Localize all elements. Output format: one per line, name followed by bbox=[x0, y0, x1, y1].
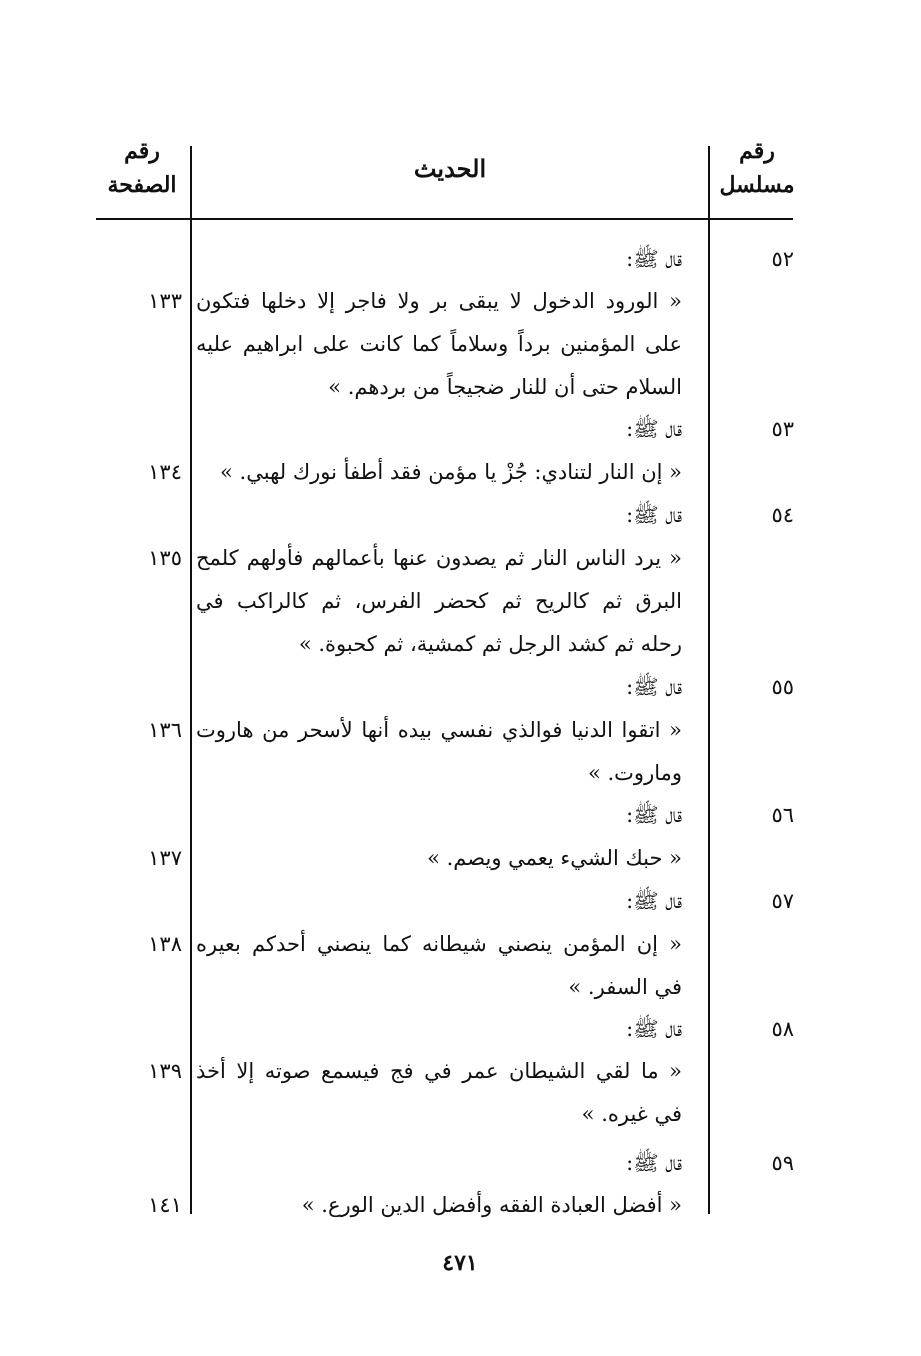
hadith-intro: قال ﷺ: bbox=[626, 417, 682, 441]
hadith-line: « أفضل العبادة الفقه وأفضل الدين الورع. » bbox=[301, 1193, 682, 1217]
hadith-intro: قال ﷺ: bbox=[626, 675, 682, 699]
hadith-line: « الورود الدخول لا يبقى بر ولا فاجر إلا دخلها فتكون bbox=[196, 289, 682, 313]
hadith-intro: قال ﷺ: bbox=[626, 1151, 682, 1175]
hadith-line: « ما لقي الشيطان عمر في فج فيسمع صوته إلا أخذ bbox=[196, 1059, 682, 1083]
column-divider-left bbox=[190, 146, 192, 1214]
hadith-line: في السفر. » bbox=[568, 975, 682, 999]
serial-number: ٥٧ bbox=[771, 889, 794, 913]
serial-number: ٥٨ bbox=[771, 1017, 794, 1041]
hadith-line: وماروت. » bbox=[587, 761, 682, 785]
serial-number: ٥٩ bbox=[771, 1151, 794, 1175]
page-reference: ١٣٨ bbox=[148, 932, 182, 956]
page-reference: ١٣٧ bbox=[148, 846, 182, 870]
column-divider-right bbox=[708, 146, 710, 1214]
page-reference: ١٤١ bbox=[148, 1193, 182, 1217]
hadith-line: « إن المؤمن ينصني شيطانه كما ينصني أحدكم بعيره bbox=[196, 932, 682, 956]
hadith-intro: قال ﷺ: bbox=[626, 803, 682, 827]
page-number: ٤٧١ bbox=[442, 1250, 478, 1276]
serial-number: ٥٦ bbox=[771, 803, 794, 827]
serial-number: ٥٥ bbox=[771, 675, 794, 699]
serial-number: ٥٢ bbox=[771, 247, 794, 271]
hadith-line: رحله ثم كشد الرجل ثم كمشية، ثم كحبوة. » bbox=[298, 632, 682, 656]
page-reference: ١٣٣ bbox=[148, 289, 182, 313]
hadith-line: « إن النار لتنادي: جُزْ يا مؤمن فقد أطفأ نورك لهبي. » bbox=[220, 460, 682, 484]
hadith-line: على المؤمنين برداً وسلاماً كما كانت على ابراهيم عليه bbox=[196, 332, 682, 356]
hadith-line: « يرد الناس النار ثم يصدون عنها بأعمالهم فأولهم كلمح bbox=[196, 546, 682, 570]
header-serial-label: رقم مسلسل bbox=[719, 138, 795, 198]
hadith-line: السلام حتى أن للنار ضجيجاً من بردهم. » bbox=[328, 375, 682, 399]
hadith-intro: قال ﷺ: bbox=[626, 247, 682, 271]
serial-number: ٥٣ bbox=[771, 417, 794, 441]
header-hadith-label: الحديث bbox=[413, 154, 487, 183]
hadith-line: « حبك الشيء يعمي ويصم. » bbox=[427, 846, 682, 870]
hadith-line: في غيره. » bbox=[581, 1102, 682, 1126]
page-reference: ١٣٤ bbox=[148, 460, 182, 484]
hadith-intro: قال ﷺ: bbox=[626, 889, 682, 913]
page-reference: ١٣٦ bbox=[148, 718, 182, 742]
hadith-intro: قال ﷺ: bbox=[626, 503, 682, 527]
page-reference: ١٣٩ bbox=[148, 1059, 182, 1083]
serial-number: ٥٤ bbox=[771, 503, 794, 527]
header-divider bbox=[96, 218, 793, 220]
hadith-line: البرق ثم كالريح ثم كحضر الفرس، ثم كالراكب في bbox=[196, 589, 682, 613]
page-reference: ١٣٥ bbox=[148, 546, 182, 570]
header-page-label: رقم الصفحة bbox=[107, 138, 177, 198]
hadith-intro: قال ﷺ: bbox=[626, 1017, 682, 1041]
hadith-line: « اتقوا الدنيا فوالذي نفسي بيده أنها لأسحر من هاروت bbox=[196, 718, 682, 742]
